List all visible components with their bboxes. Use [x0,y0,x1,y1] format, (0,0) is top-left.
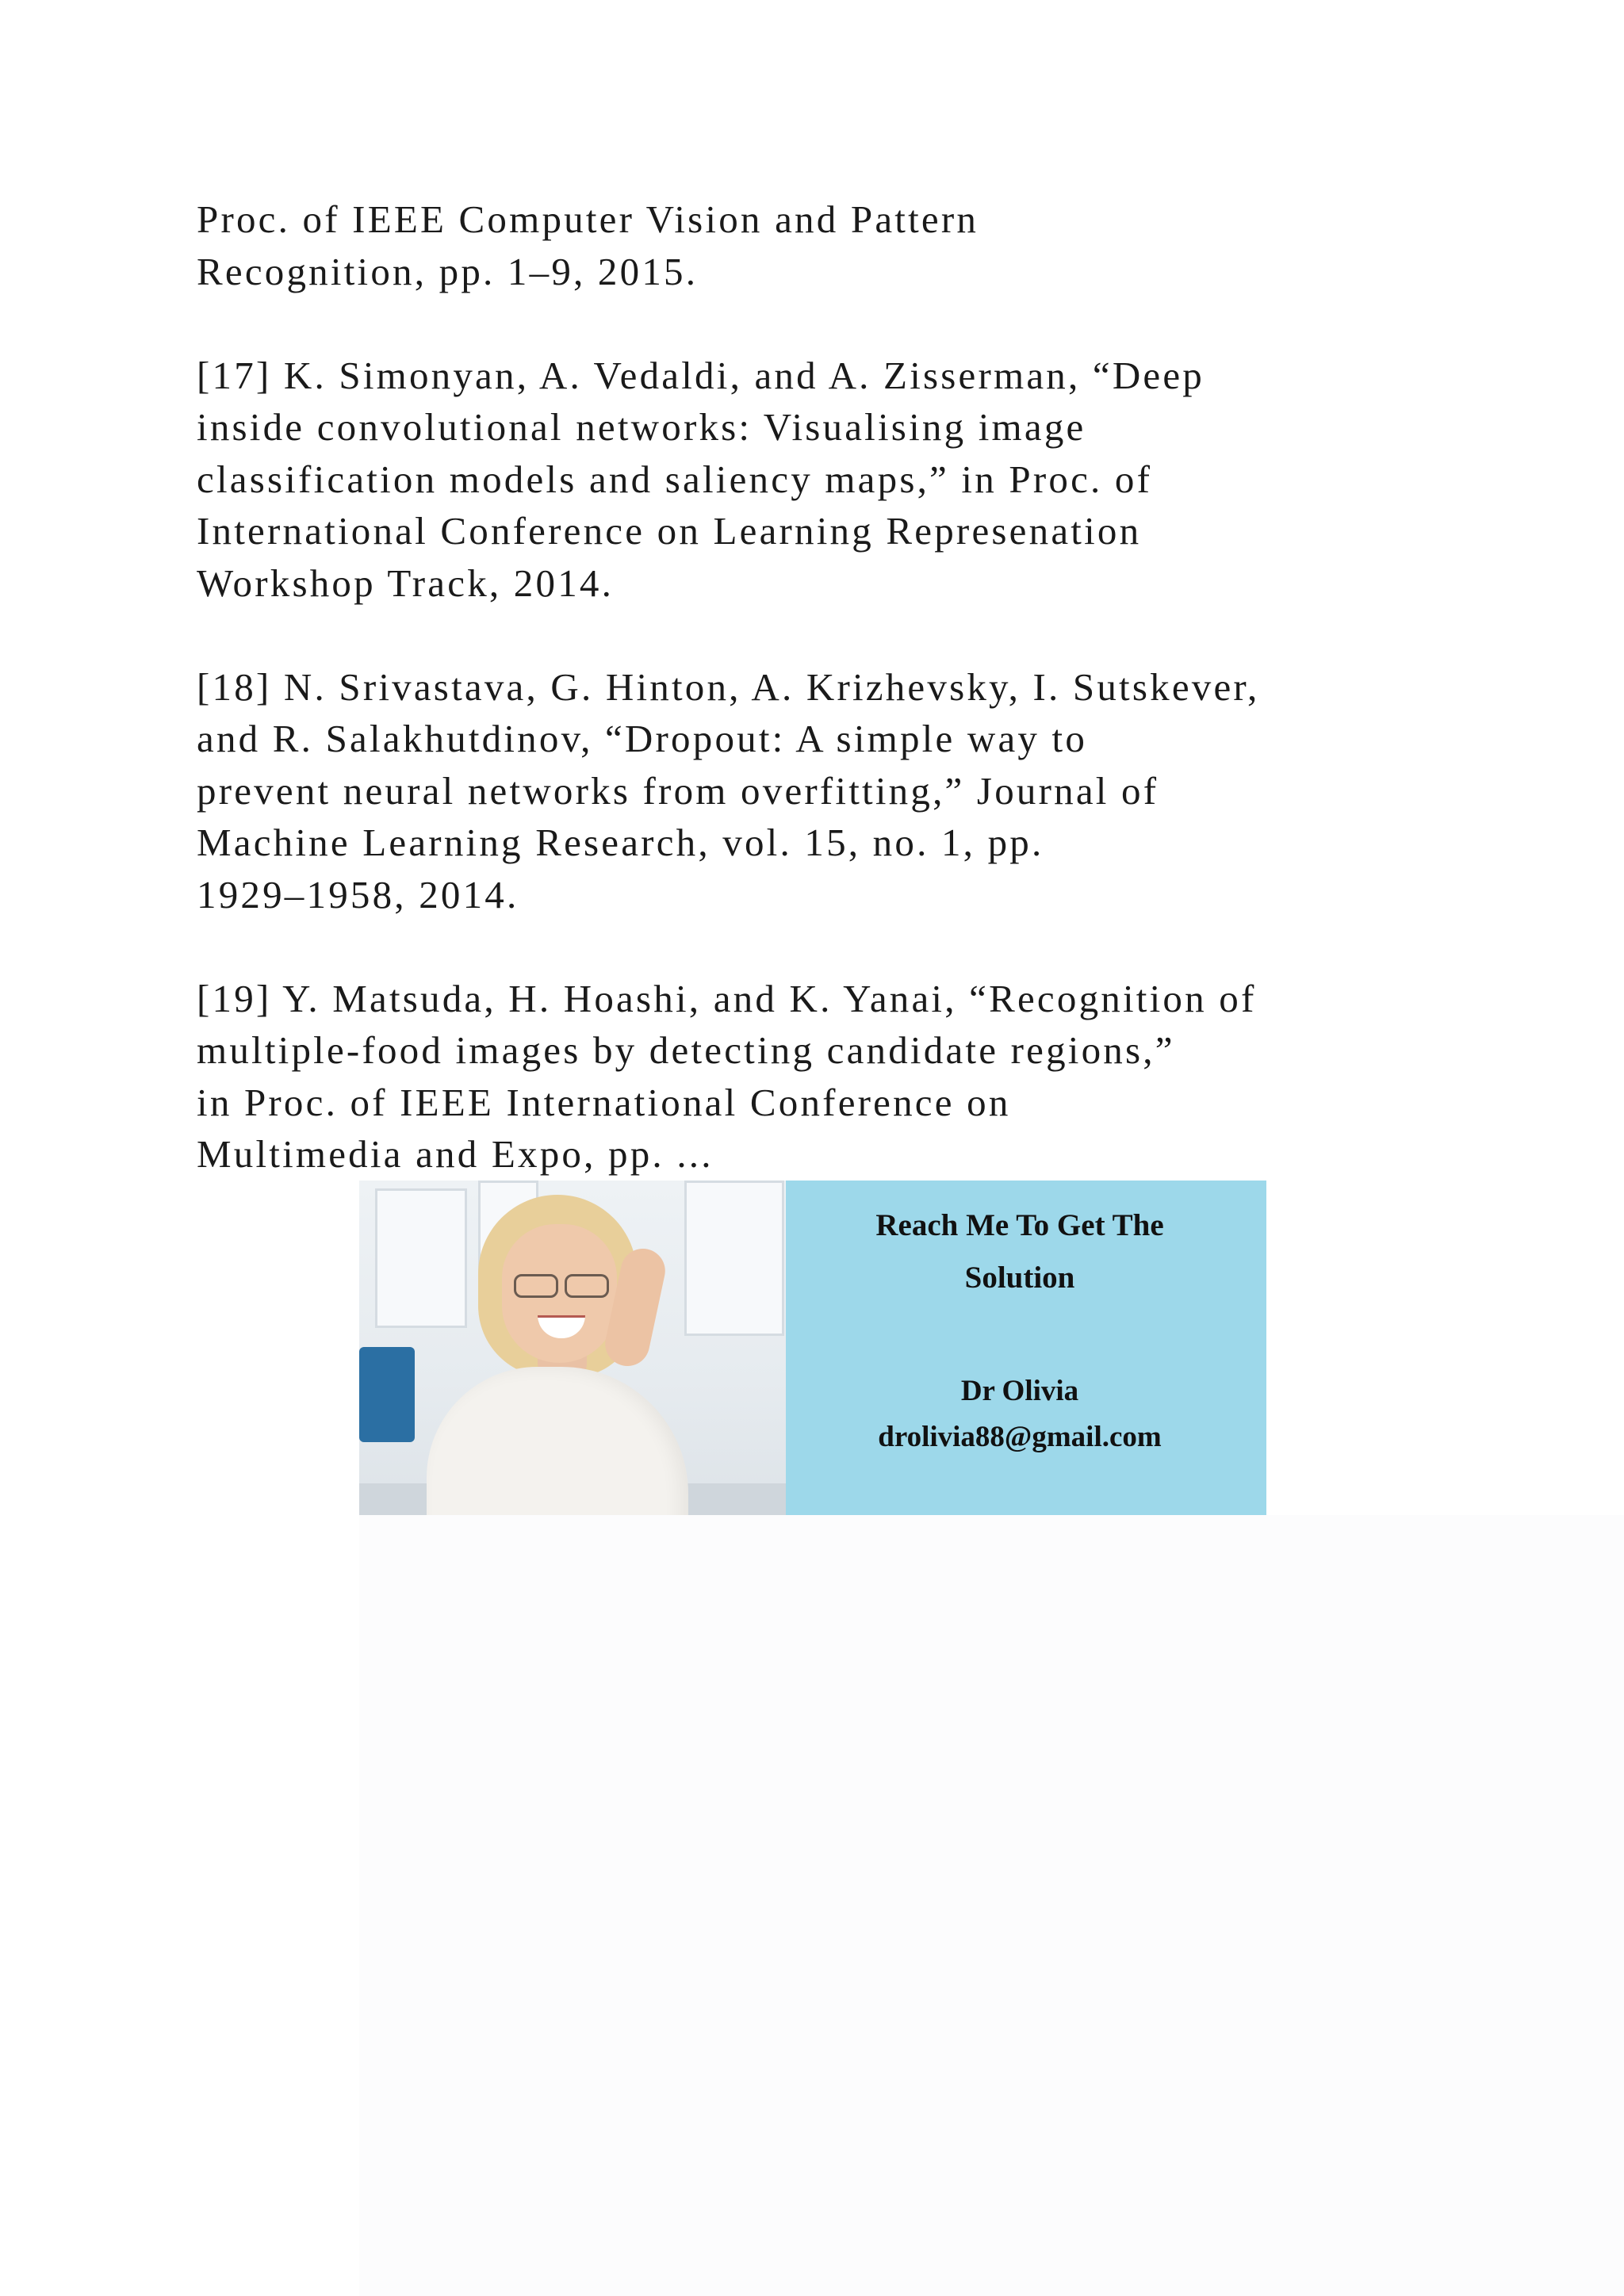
window-shape [684,1181,784,1336]
text-line: classification models and saliency maps,” in Proc. of [197,457,1153,501]
blouse-shape [427,1367,688,1515]
text-line: and R. Salakhutdinov, “Dropout: A simple way to [197,717,1088,760]
text-line: Proc. of IEEE Computer Vision and Pattern [197,197,979,241]
cta-title-line1: Reach Me To Get The [875,1208,1164,1242]
woman-photo [359,1181,786,1515]
text-line: Workshop Track, 2014. [197,561,615,605]
text-line: [19] Y. Matsuda, H. Hoashi, and K. Yanai, “Recognition of [197,976,1257,1020]
reference-paragraph [197,193,1434,297]
contact-email[interactable]: drolivia88@gmail.com [878,1421,1162,1453]
cta-title-line2: Solution [964,1261,1075,1295]
text-line: Machine Learning Research, vol. 15, no. 1, pp. [197,821,1044,864]
text-line: [18] N. Srivastava, G. Hinton, A. Krizhevsky, I. Sutskever, [197,664,1260,709]
text-line: 1929–1958, 2014. [197,872,519,916]
reference-text [197,193,1434,1181]
text-line: multiple-food images by detecting candidate regions,” [197,1028,1175,1072]
chair-shape [359,1347,415,1442]
text-line: in Proc. of IEEE International Conference on [197,1080,1011,1124]
text-line: [17] K. Simonyan, A. Vedaldi, and A. Zisserman, “Deep [197,353,1205,397]
text-line: Multimedia and Expo, pp. ... [197,1132,714,1176]
window-shape [375,1188,467,1328]
page-background-region [359,1515,1624,2296]
contact-panel[interactable] [786,1181,1266,1515]
reference-paragraph [197,350,1434,610]
glasses-icon [514,1274,609,1295]
reference-paragraph [197,973,1434,1181]
reference-paragraph [197,661,1434,921]
contact-banner[interactable] [359,1181,1266,1515]
text-line: International Conference on Learning Represenation [197,509,1142,553]
text-line: prevent neural networks from overfitting,” Journal of [197,768,1159,813]
text-line: Recognition, pp. 1–9, 2015. [197,249,699,293]
text-line: inside convolutional networks: Visualising image [197,405,1086,449]
contact-name: Dr Olivia [960,1375,1079,1407]
